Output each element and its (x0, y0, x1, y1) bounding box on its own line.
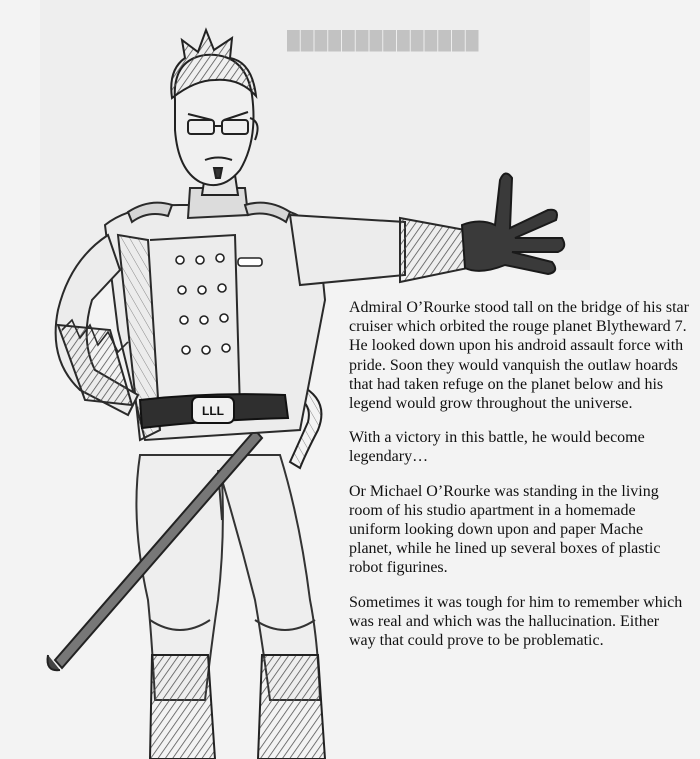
boots (150, 655, 325, 759)
belt-buckle-text: LLL (202, 404, 224, 418)
extended-arm (290, 215, 468, 285)
story-paragraph-1: Admiral O’Rourke stood tall on the bridge of his star cruiser which orbited the rouge planet Blytheward 7. He looked down upon his android assault force with pride. Soon they would vanquish the outlaw hoards that had taken refuge on the planet below and his legend would grow throughout the universe. (349, 299, 689, 413)
story-paragraph-4: Sometimes it was tough for him to remember which was real and which was the hallucination. Either way that could prove to be problematic. (349, 593, 683, 650)
story-paragraph-2: With a victory in this battle, he would become legendary… (349, 429, 645, 466)
story-paragraph-3: Or Michael O’Rourke was standing in the living room of his studio apartment in a homemade uniform looking down upon and paper Mache planet, while he lined up several boxes of plastic robot figurines. (349, 482, 661, 577)
story-text (349, 298, 689, 650)
bleed-through-text: ██████████████ (287, 30, 480, 50)
